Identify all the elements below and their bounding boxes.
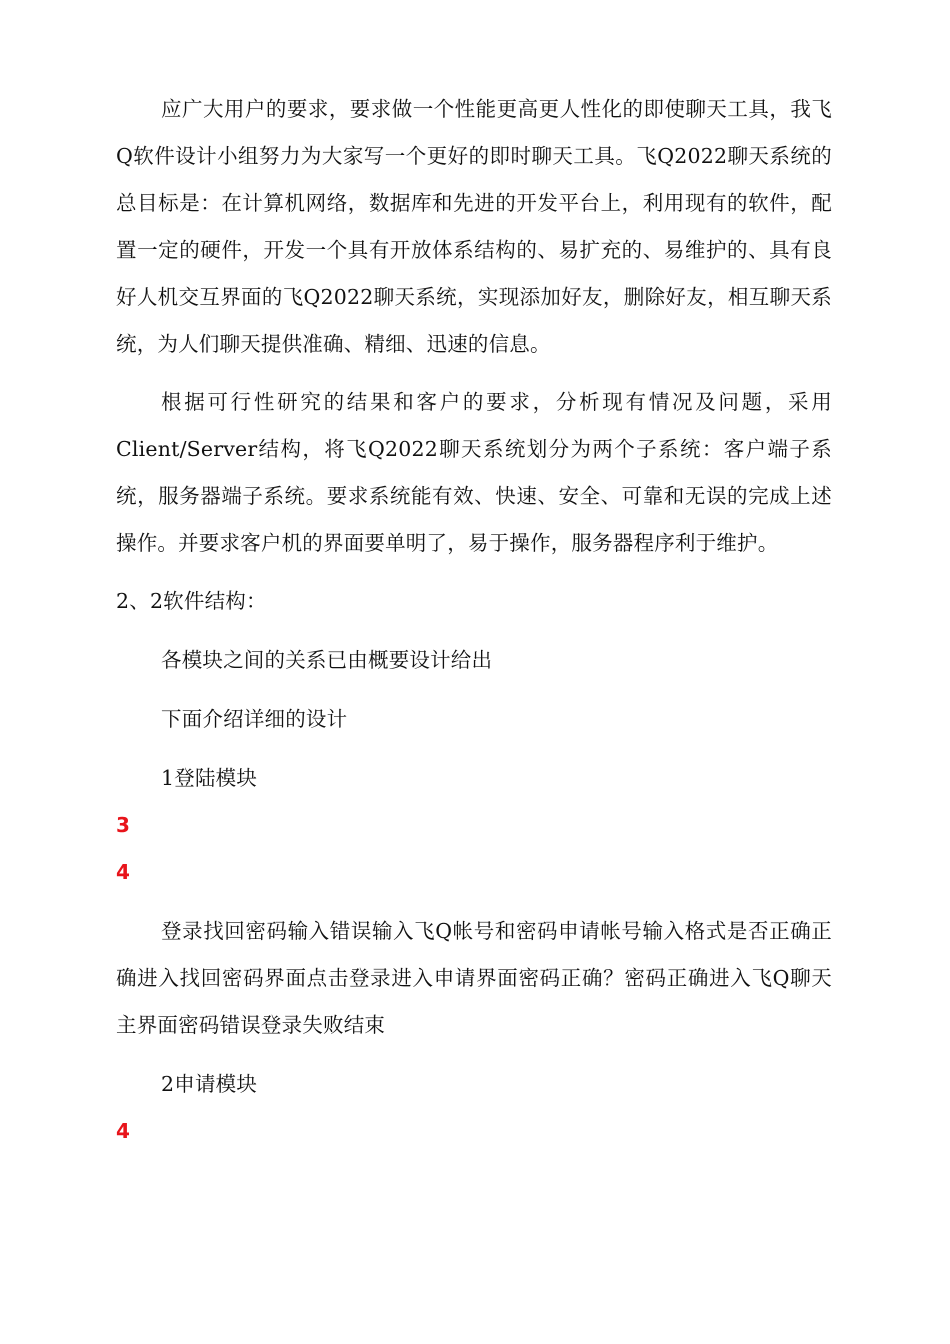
- red-number-marker: 4: [116, 1119, 131, 1143]
- detail-intro-line: 下面介绍详细的设计: [161, 707, 348, 731]
- red-number-marker: 4: [116, 860, 131, 884]
- module-relation-line: 各模块之间的关系已由概要设计给出: [161, 648, 493, 672]
- section-heading: 2、2软件结构：: [116, 589, 267, 613]
- red-number-marker: 3: [116, 813, 131, 837]
- apply-module-heading: 2申请模块: [161, 1072, 258, 1096]
- login-module-heading: 1登陆模块: [161, 766, 258, 790]
- intro-paragraph: 应广大用户的要求，要求做一个性能更高更人性化的即使聊天工具，我飞Q软件设计小组努力为大家写一个更好的即时聊天工具。飞Q2022聊天系统的总目标是：在计算机网络，数据库和先进的开发平台上，利用现有的软件，配置一定的硬件，开发一个具有开放体系结构的、易扩充的、易维护的、具有良好人机交互界面的飞Q2022聊天系统，实现添加好友，删除好友，相互聊天系统，为人们聊天提供准确、精细、迅速的信息。: [116, 97, 832, 356]
- login-flow-paragraph: 登录找回密码输入错误输入飞Q帐号和密码申请帐号输入格式是否正确正确进入找回密码界面点击登录进入申请界面密码正确？密码正确进入飞Q聊天主界面密码错误登录失败结束: [116, 919, 832, 1037]
- feasibility-paragraph: 根据可行性研究的结果和客户的要求，分析现有情况及问题，采用Client/Server结构，将飞Q2022聊天系统划分为两个子系统：客户端子系统，服务器端子系统。要求系统能有效、快速、安全、可靠和无误的完成上述操作。并要求客户机的界面要单明了，易于操作，服务器程序利于维护。: [116, 390, 832, 555]
- document-body: [116, 86, 832, 1155]
